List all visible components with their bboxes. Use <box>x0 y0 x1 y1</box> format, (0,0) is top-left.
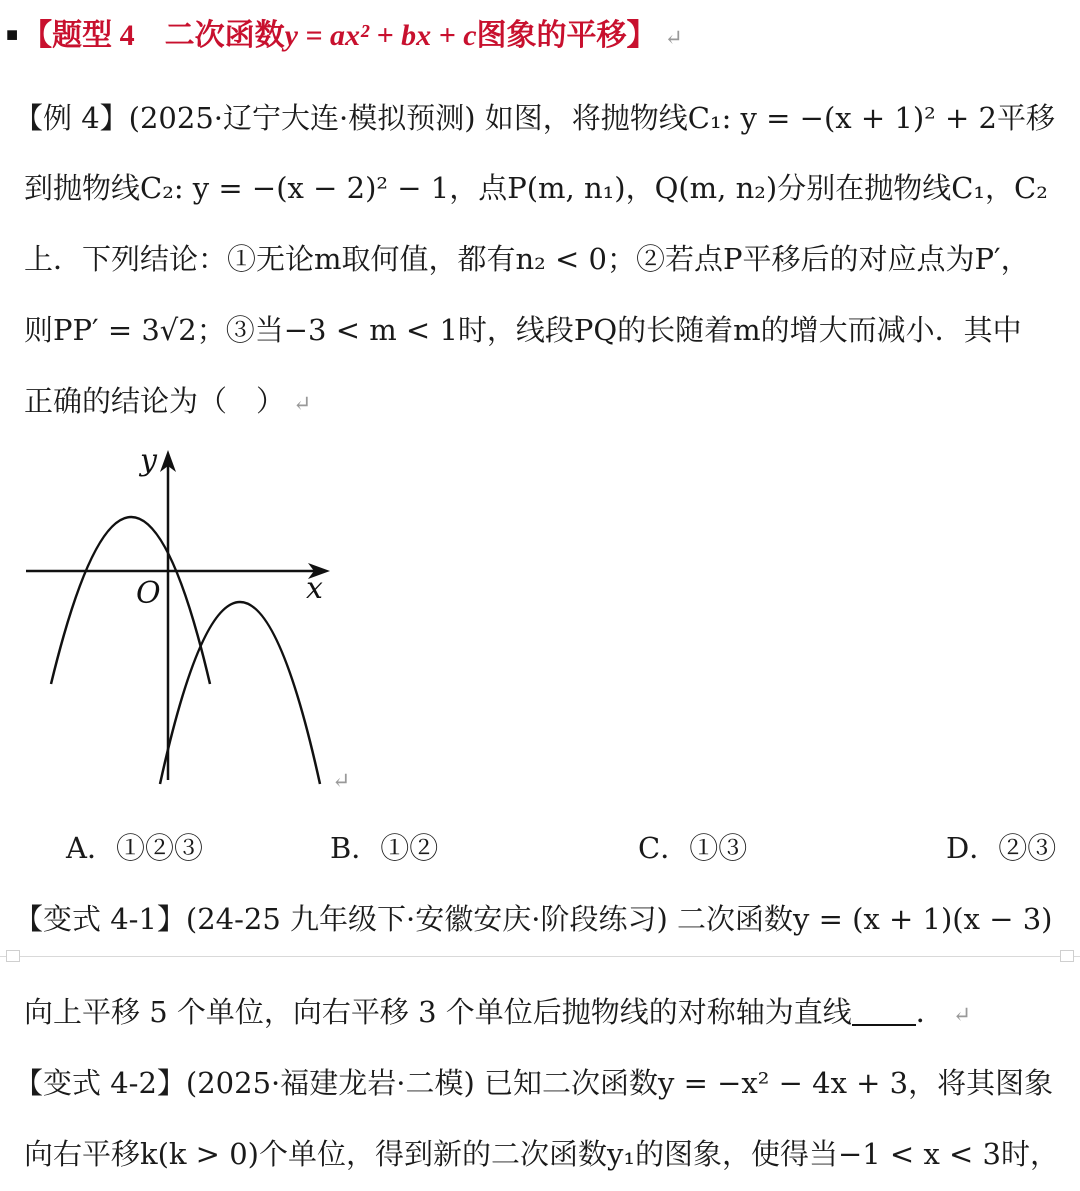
example-line-3: 上．下列结论：①无论m取何值，都有n₂ < 0；②若点P平移后的对应点为P′， <box>24 242 1030 276</box>
example-line-5-text: 正确的结论为（ ） <box>24 384 286 418</box>
heading-formula: y = ax² + bx + c <box>284 19 477 52</box>
page-corner-mark-right <box>1060 950 1074 962</box>
example-line-2: 到抛物线C₂: y = −(x − 2)² − 1，点P(m, n₁)，Q(m, n₂)分别在抛物线C₁，C₂ <box>24 171 1048 205</box>
paragraph-mark-icon: ↵ <box>332 769 351 794</box>
variant1-line-2-end: ． <box>915 995 945 1029</box>
page-break-divider <box>0 956 1080 957</box>
bullet-icon: ■ <box>6 24 19 46</box>
option-d: D．②③ <box>946 831 1057 865</box>
y-axis-label: y <box>140 443 157 478</box>
answer-blank <box>852 998 916 1026</box>
x-axis-label: x <box>306 571 323 606</box>
paragraph-mark-icon: ↵ <box>293 392 312 417</box>
page-corner-mark-left <box>6 950 20 962</box>
parabola-c2 <box>160 602 320 784</box>
parabola-c1 <box>51 517 210 684</box>
variant2-line-2: 向右平移k(k > 0)个单位，得到新的二次函数y₁的图象，使得当−1 < x < 3时， <box>24 1137 1059 1171</box>
option-c: C．①③ <box>638 831 748 865</box>
option-b: B．①② <box>330 831 439 865</box>
variant1-line-1: 【变式 4-1】(24-25 九年级下·安徽安庆·阶段练习) 二次函数y = (x + 1)(x − 3) <box>14 902 1053 936</box>
parabola-figure <box>18 440 368 800</box>
variant1-line-2-text: 向上平移 5 个单位，向右平移 3 个单位后抛物线的对称轴为直线 <box>24 995 852 1029</box>
section-heading <box>6 10 683 54</box>
variant2-line-1: 【变式 4-2】(2025·福建龙岩·二模) 已知二次函数y = −x² − 4x + 3，将其图象 <box>14 1066 1054 1100</box>
heading-suffix: 图象的平移】 <box>476 19 657 52</box>
variant1-line-2 <box>24 990 971 1031</box>
paragraph-mark-icon: ↵ <box>664 25 683 50</box>
example-line-5 <box>24 379 311 420</box>
example-line-4: 则PP′ = 3√2；③当−3 < m < 1时，线段PQ的长随着m的增大而减小．其中 <box>24 313 1022 347</box>
example-line-1: 【例 4】(2025·辽宁大连·模拟预测) 如图，将抛物线C₁: y = −(x + 1)² + 2平移 <box>14 101 1055 135</box>
paragraph-mark-icon: ↵ <box>952 1003 972 1028</box>
heading-prefix: 【题型 4 二次函数 <box>22 19 285 52</box>
option-a: A．①②③ <box>66 831 203 865</box>
origin-label: O <box>136 576 161 611</box>
